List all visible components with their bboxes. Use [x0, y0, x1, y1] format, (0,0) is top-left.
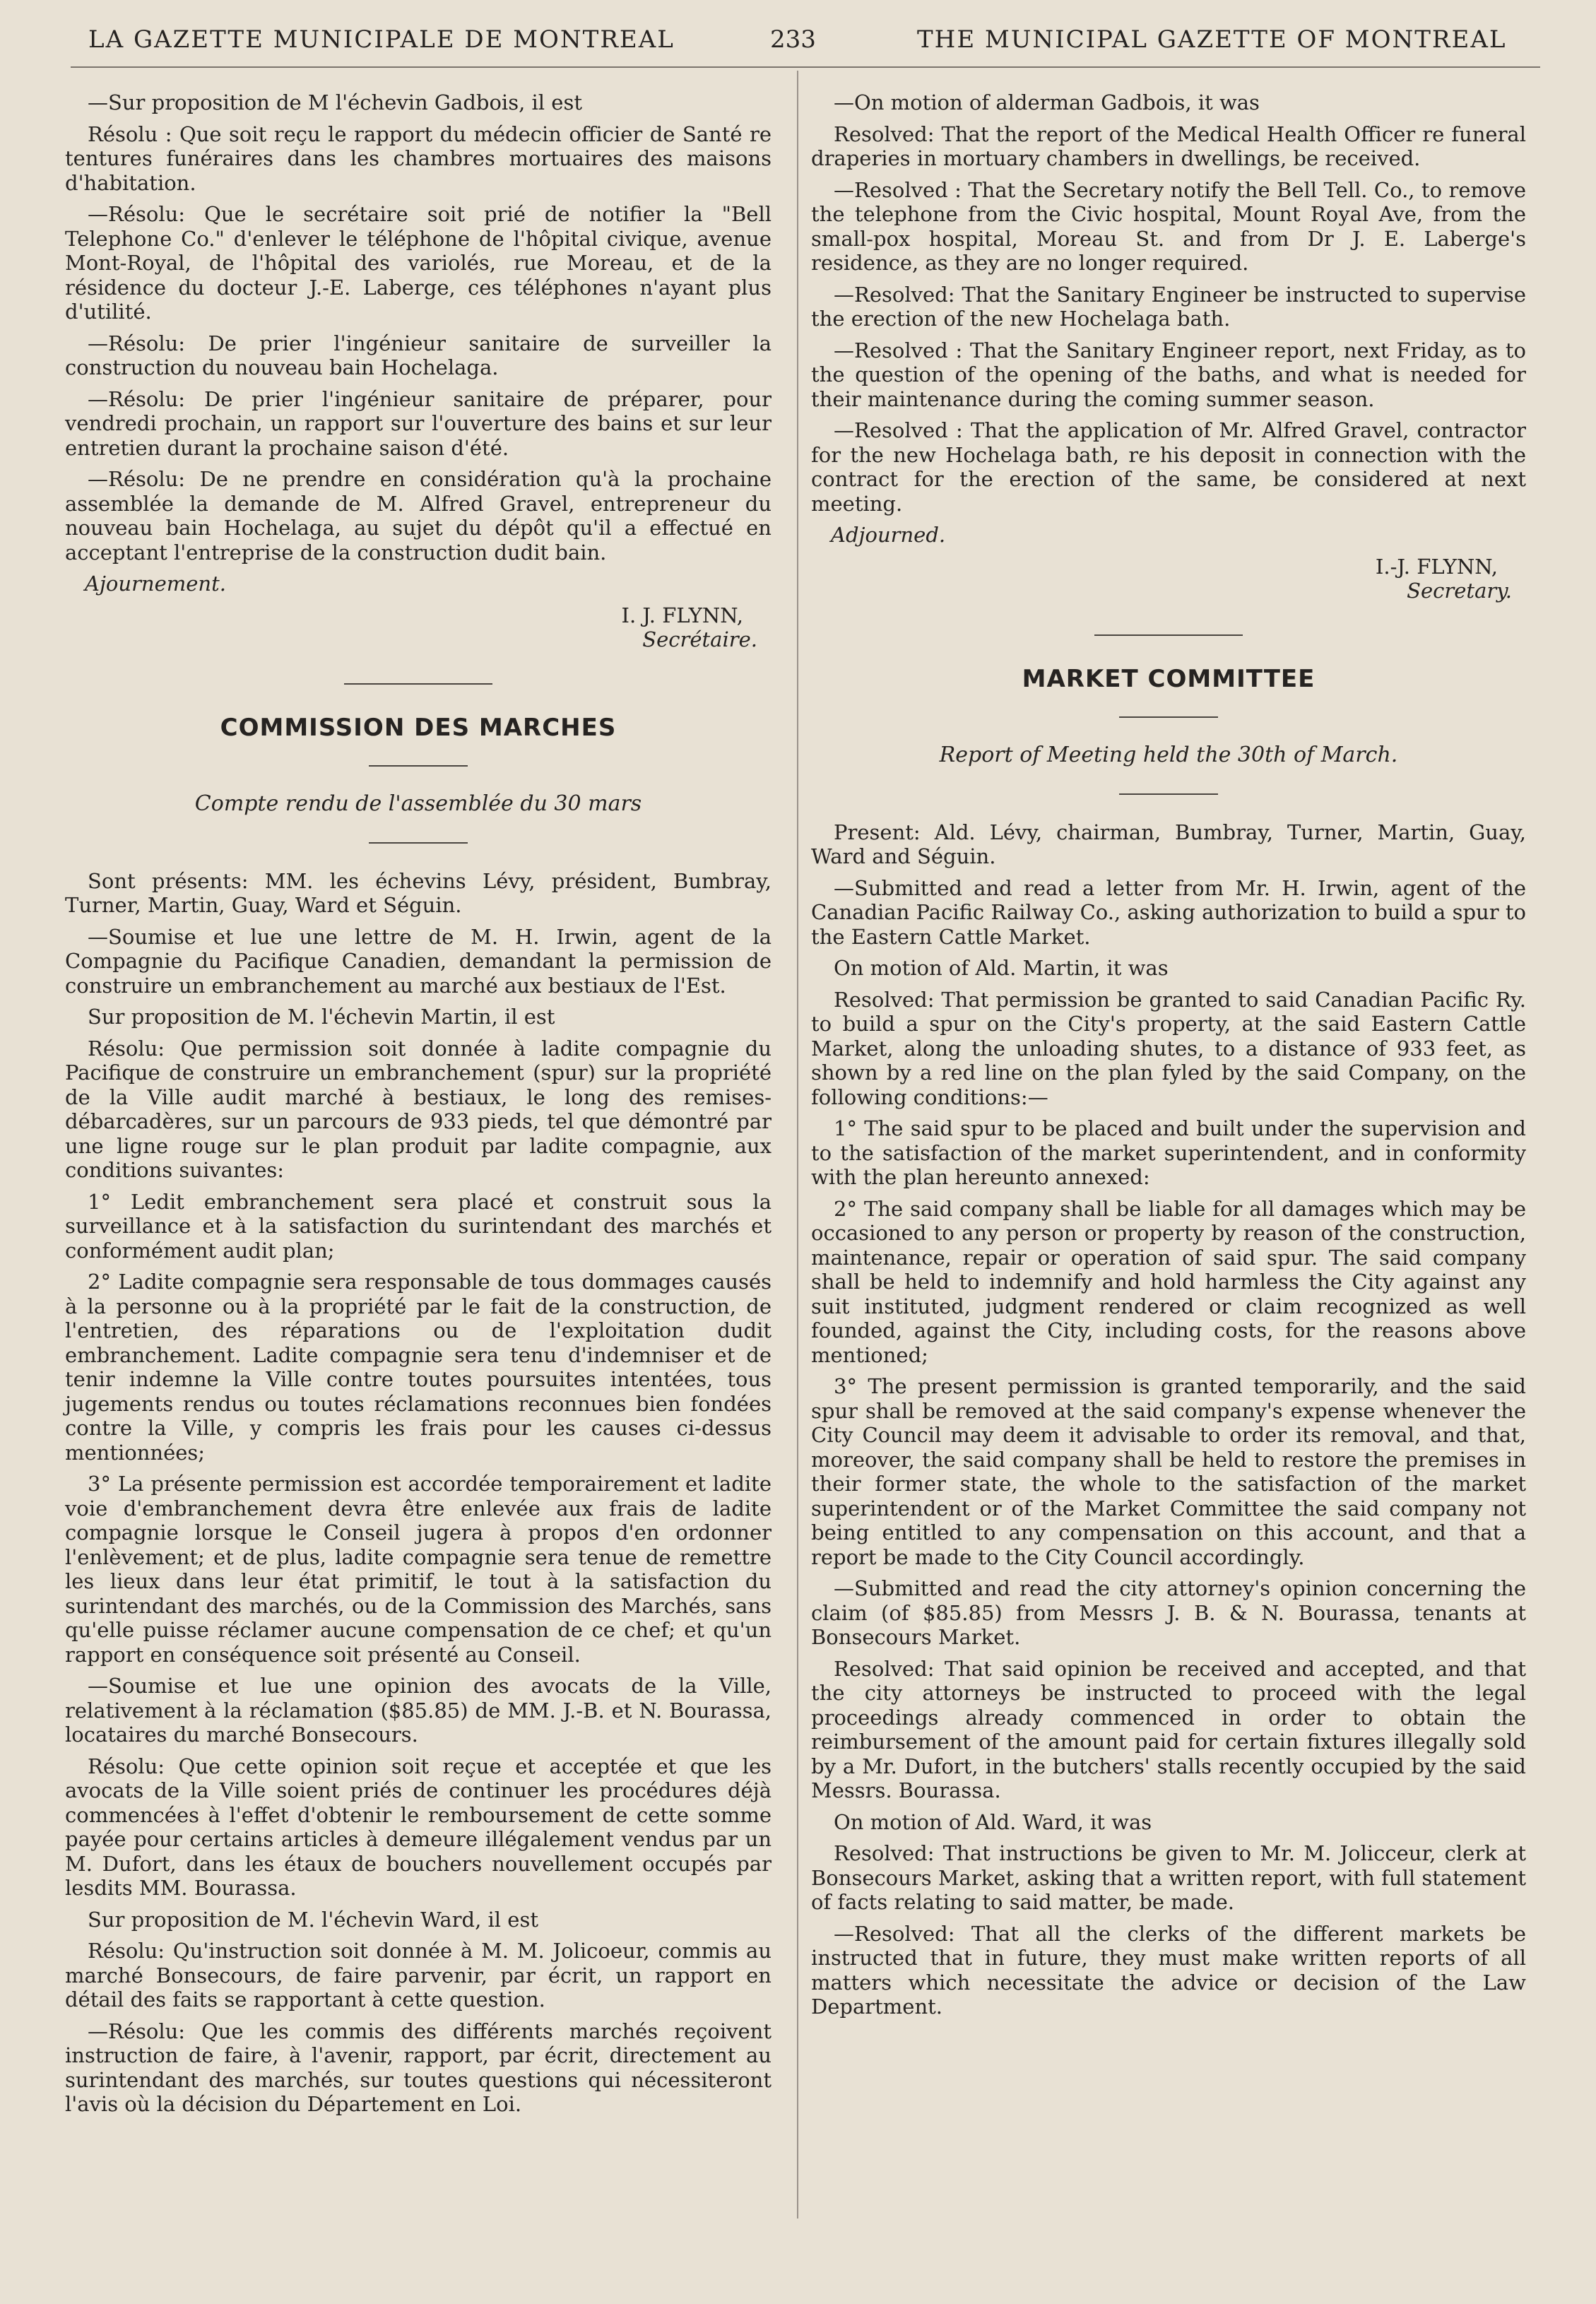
paragraph: Present: Ald. Lévy, chairman, Bumbray, Turner, Martin, Guay, Ward and Séguin. [811, 820, 1526, 868]
paragraph: 2° The said company shall be liable for all damages which may be occasioned to any person or property by reason of the construction, maintenance, repair or operation of said spur. The said company shall be held to indemnify and hold harmless the City against any suit instituted, judgment rendered or claim recognized as well founded, against the City, including costs, for the reasons above mentioned; [811, 1196, 1526, 1367]
paragraph: 1° Ledit embranchement sera placé et construit sous la surveillance et à la satisfaction du surintendant des marchés et conformément audit plan; [65, 1189, 772, 1263]
paragraph: Resolved: That the report of the Medical Health Officer re funeral draperies in mortuary chambers in dwellings, be received. [811, 122, 1526, 170]
column-divider [797, 71, 798, 2219]
header-title-english: THE MUNICIPAL GAZETTE OF MONTREAL [917, 25, 1507, 54]
section-title: MARKET COMMITTEE [1022, 664, 1316, 693]
paragraph: On motion of Ald. Martin, it was [834, 956, 1169, 980]
header-rule [71, 66, 1540, 68]
paragraph: Resolved: That said opinion be received and accepted, and that the city attorneys be instructed to proceed with the legal proceedings already commenced in order to obtain the reimbursement of the amount paid for certain fixtures illegally sold by a Mr. Dufort, in the butchers' stalls recently occupied by the said Messrs. Bourassa. [811, 1656, 1526, 1802]
paragraph: 3° La présente permission est accordée temporairement et ladite voie d'embranchement devra être enlevée aux frais de ladite compagnie lorsque le Conseil jugera à propos d'en ordonner l'enlèvement; et de plus, ladite compagnie sera tenue de remettre les lieux dans leur état primitif, le tout à la satisfaction du surintendant des marchés, ou de la Commission des Marchés, sans qu'elle puisse réclamer aucune compensation de ce chef; et qu'un rapport en conséquence soit présenté au Conseil. [65, 1472, 772, 1667]
signature-title: Secrétaire. [642, 627, 757, 651]
paragraph: —Sur proposition de M l'échevin Gadbois, il est [88, 90, 582, 114]
section-divider [1119, 793, 1218, 795]
paragraph: On motion of Ald. Ward, it was [834, 1809, 1152, 1834]
paragraph: —Soumise et lue une lettre de M. H. Irwin, agent de la Compagnie du Pacifique Canadien, demandant la permission de construire un embranchement au marché aux bestiaux de l'Est. [65, 924, 772, 998]
paragraph: Résolu : Que soit reçu le rapport du médecin officier de Santé re tentures funéraires dans les chambres mortuaires des maisons d'habitation. [65, 122, 772, 195]
paragraph: —Resolved : That the Secretary notify the Bell Tell. Co., to remove the telephone from the Civic hospital, Mount Royal Ave, from the small-pox hospital, Moreau St. and from Dr J. E. Laberge's residence, as they are no longer required. [811, 177, 1526, 275]
adjournment: Ajournement. [85, 572, 226, 596]
paragraph: —Soumise et lue une opinion des avocats de la Ville, relativement à la réclamation ($85.85) de MM. J.-B. et N. Bourassa, locataires du marché Bonsecours. [65, 1674, 772, 1747]
header-title-french: LA GAZETTE MUNICIPALE DE MONTREAL [88, 25, 675, 54]
paragraph: —Resolved : That the Sanitary Engineer report, next Friday, as to the question of the opening of the baths, and what is needed for their maintenance during the coming summer season. [811, 338, 1526, 411]
signature-title: Secretary. [1407, 579, 1512, 603]
paragraph: Sont présents: MM. les échevins Lévy, président, Bumbray, Turner, Martin, Guay, Ward et Séguin. [65, 868, 772, 917]
paragraph: —Resolved : That the application of Mr. Alfred Gravel, contractor for the new Hochelaga bath, re his deposit in connection with the contract for the erection of the same, be considered at next meeting. [811, 418, 1526, 516]
section-divider [1094, 634, 1243, 636]
paragraph: Résolu: Que cette opinion soit reçue et acceptée et que les avocats de la Ville soient priés de continuer les procédures déjà commencées à l'effet d'obtenir le remboursement de cette somme payée pour certains articles à demeure illégalement vendus par un M. Dufort, dans les étaux de bouchers nouvellement occupés par lesdits MM. Bourassa. [65, 1754, 772, 1900]
section-subtitle: Compte rendu de l'assemblée du 30 mars [194, 791, 642, 816]
paragraph: —Submitted and read a letter from Mr. H. Irwin, agent of the Canadian Pacific Railway Co., asking authorization to build a spur to the Eastern Cattle Market. [811, 875, 1526, 949]
paragraph: Resolved: That instructions be given to Mr. M. Jolicceur, clerk at Bonsecours Market, asking that a written report, with full statement of facts relating to said matter, be made. [811, 1841, 1526, 1914]
section-divider [369, 765, 468, 767]
adjournment: Adjourned. [831, 523, 946, 547]
paragraph: —On motion of alderman Gadbois, it was [834, 90, 1260, 114]
english-column [811, 90, 1526, 2026]
page-number: 233 [770, 25, 816, 54]
paragraph: Resolved: That permission be granted to said Canadian Pacific Ry. to build a spur on the City's property, at the said Eastern Cattle Market, along the unloading shutes, to a distance of 933 feet, as shown by a red line on the plan fyled by the said Company, on the following conditions:— [811, 987, 1526, 1109]
paragraph: 3° The present permission is granted temporarily, and the said spur shall be removed at the said company's expense whenever the City Council may deem it advisable to order its removal, and that, moreover, the said company shall be held to restore the premises in their former state, the whole to the satisfaction of the market superintendent or of the Market Committee the said company not being entitled to any compensation on this account, and that a report be made to the City Council accordingly. [811, 1374, 1526, 1569]
paragraph: —Resolved: That all the clerks of the different markets be instructed that in future, they must make written reports of all matters which necessitate the advice or decision of the Law Department. [811, 1921, 1526, 2019]
paragraph: 2° Ladite compagnie sera responsable de tous dommages causés à la personne ou à la propriété par le fait de la construction, de l'entretien, des réparations ou de l'exploitation dudit embranchement. Ladite compagnie sera tenu d'indemniser et de tenir indemne la Ville contre toutes poursuites intentées, tous jugements rendus ou toutes réclamations reconnues bien fondées contre la Ville, y compris les frais pour les causes ci-dessus mentionnées; [65, 1270, 772, 1465]
paragraph: —Résolu: De ne prendre en considération qu'à la prochaine assemblée la demande de M. Alfred Gravel, entrepreneur du nouveau bain Hochelaga, au sujet du dépôt qu'il a effectué en acceptant l'entreprise de la construction dudit bain. [65, 467, 772, 565]
paragraph: —Resolved: That the Sanitary Engineer be instructed to supervise the erection of the new Hochelaga bath. [811, 282, 1526, 331]
paragraph: —Résolu: Que les commis des différents marchés reçoivent instruction de faire, à l'avenir, rapport, par écrit, directement au surintendant des marchés, sur toutes questions qui nécessiteront l'avis où la décision du Département en Loi. [65, 2019, 772, 2116]
section-divider [1119, 716, 1218, 718]
paragraph: —Submitted and read the city attorney's opinion concerning the claim (of $85.85) from Messrs J. B. & N. Bourassa, tenants at Bonsecours Market. [811, 1576, 1526, 1649]
paragraph: —Résolu: Que le secrétaire soit prié de notifier la "Bell Telephone Co." d'enlever le téléphone de l'hôpital civique, avenue Mont-Royal, de l'hôpital des variolés, rue Moreau, et de la résidence du docteur J.-E. Laberge, ces téléphones n'ayant plus d'utilité. [65, 202, 772, 324]
signature-name: I.-J. FLYNN, [1375, 554, 1498, 579]
section-title: COMMISSION DES MARCHES [220, 713, 617, 742]
french-column [65, 90, 772, 2124]
signature-name: I. J. FLYNN, [621, 603, 743, 627]
paragraph: —Résolu: De prier l'ingénieur sanitaire de surveiller la construction du nouveau bain Hochelaga. [65, 331, 772, 379]
paragraph: Sur proposition de M. l'échevin Ward, il est [88, 1907, 538, 1932]
paragraph: Sur proposition de M. l'échevin Martin, il est [88, 1005, 555, 1029]
section-divider [344, 683, 492, 685]
section-divider [369, 842, 468, 844]
paragraph: 1° The said spur to be placed and built under the supervision and to the satisfaction of the market superintendent, and in conformity with the plan hereunto annexed: [811, 1116, 1526, 1189]
section-subtitle: Report of Meeting held the 30th of March. [939, 743, 1398, 767]
paragraph: —Résolu: De prier l'ingénieur sanitaire de préparer, pour vendredi prochain, un rapport sur l'ouverture des bains et sur leur entretien durant la prochaine saison d'été. [65, 386, 772, 460]
page-header [0, 0, 1596, 71]
paragraph: Résolu: Que permission soit donnée à ladite compagnie du Pacifique de construire un embranchement (spur) sur la propriété de la Ville audit marché à bestiaux, le long des remises-débarcadères, sur un parcours de 933 pieds, tel que démontré par une ligne rouge sur le plan produit par ladite compagnie, aux conditions suivantes: [65, 1036, 772, 1182]
paragraph: Résolu: Qu'instruction soit donnée à M. M. Jolicoeur, commis au marché Bonsecours, de faire parvenir, par écrit, un rapport en détail des faits se rapportant à cette question. [65, 1939, 772, 2011]
